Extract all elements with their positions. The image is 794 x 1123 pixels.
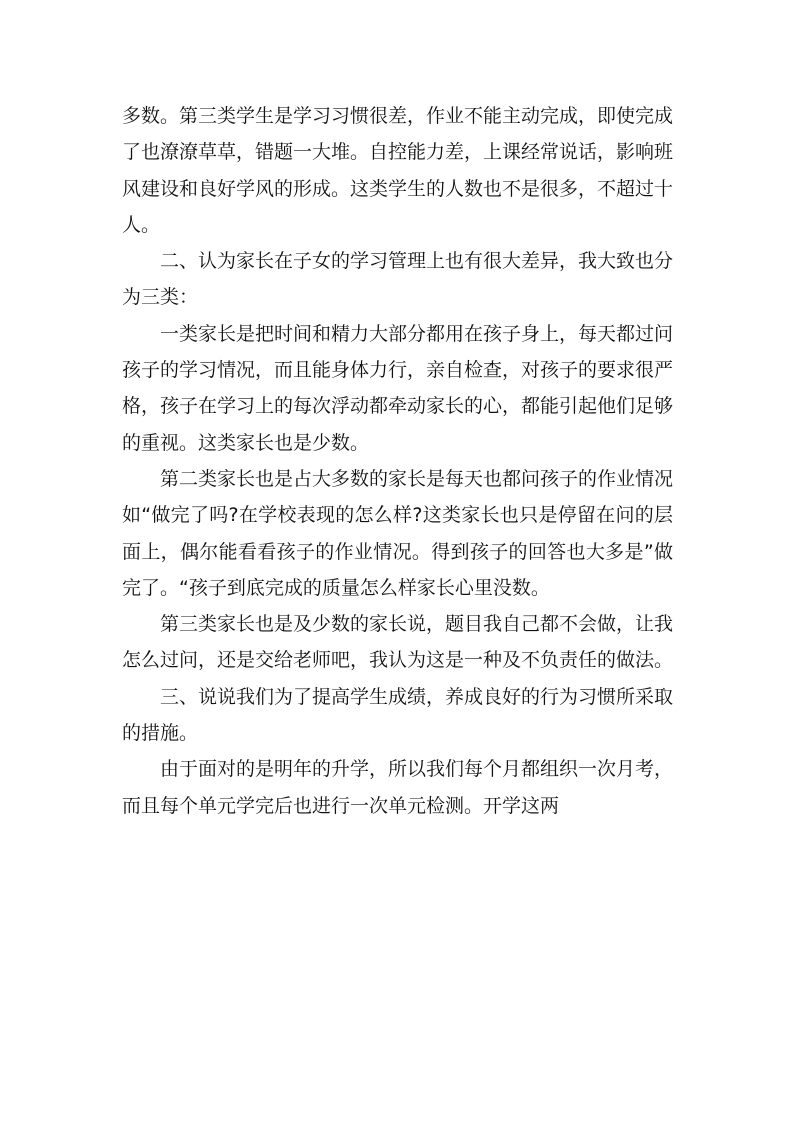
paragraph-section-two-heading: 二、认为家长在子女的学习管理上也有很大差异，我大致也分为三类： [122,250,674,309]
paragraph-continuation: 多数。第三类学生是学习习惯很差，作业不能主动完成，即使完成了也潦潦草草，错题一大堆。自控能力差，上课经常说话，影响班风建设和良好学风的形成。这类学生的人数也不是很多，不超过十人。 [122,105,674,236]
paragraph-measures: 由于面对的是明年的升学，所以我们每个月都组织一次月考，而且每个单元学完后也进行一次单元检测。开学这两 [122,758,674,817]
paragraph-section-three-heading: 三、说说我们为了提高学生成绩，养成良好的行为习惯所采取的措施。 [122,685,674,745]
paragraph-parent-type-one: 一类家长是把时间和精力大部分都用在孩子身上，每天都过问孩子的学习情况，而且能身体力行，亲自检查，对孩子的要求很严格，孩子在学习上的每次浮动都牵动家长的心，都能引起他们足够的重视。这类家长也是少数。 [122,322,674,454]
paragraph-parent-type-two: 第二类家长也是占大多数的家长是每天也都问孩子的作业情况如“做完了吗?在学校表现的怎么样?这类家长也只是停留在问的层面上，偶尔能看看孩子的作业情况。得到孩子的回答也大多是”做完了。“孩子到底完成的质量怎么样家长心里没数。 [122,467,674,599]
paragraph-parent-type-three: 第三类家长也是及少数的家长说，题目我自己都不会做，让我怎么过问，还是交给老师吧，我认为这是一种及不负责任的做法。 [122,613,674,672]
document-page [122,98,673,824]
